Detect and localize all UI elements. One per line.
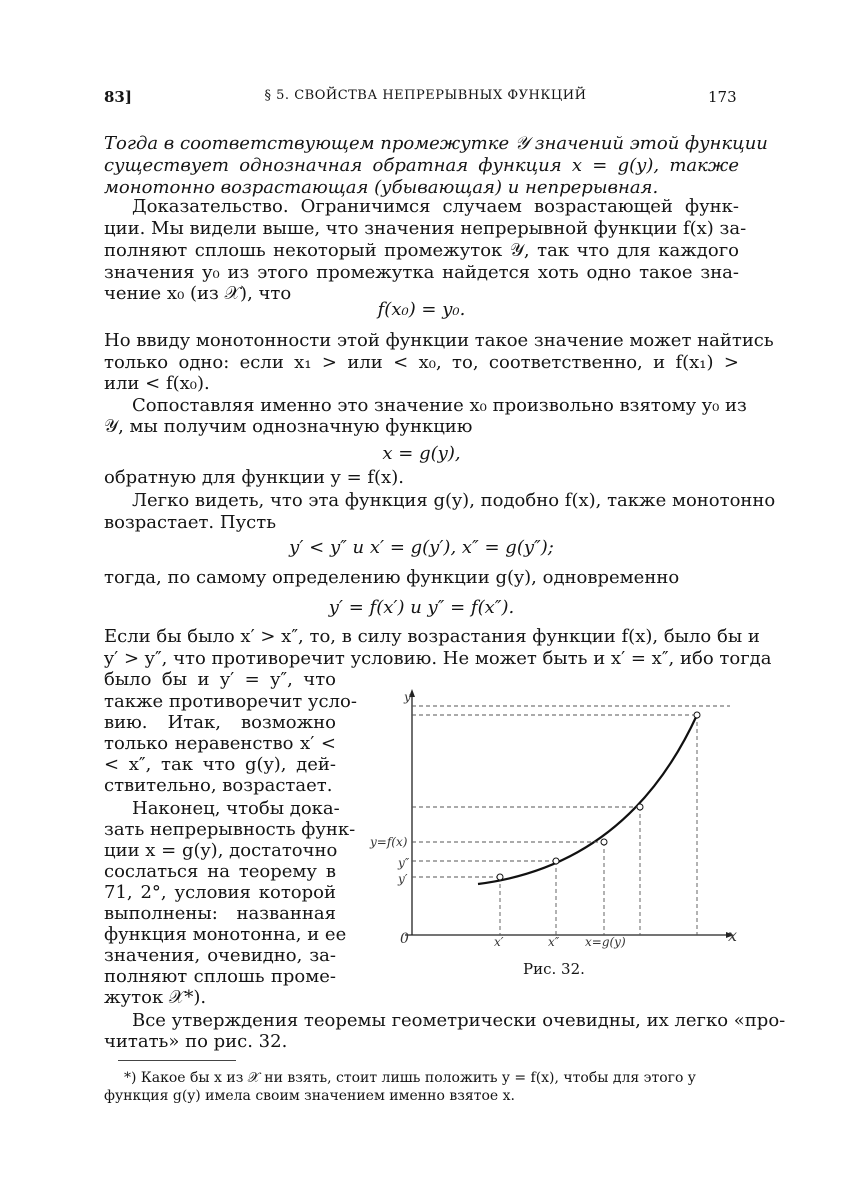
narrow-line-15: полняют сплошь проме-: [104, 966, 336, 987]
y-fx-label: y=f(x): [370, 835, 408, 849]
para5-line: тогда, по самому определению функции g(y), одновременно: [104, 567, 680, 588]
figure-32: [360, 685, 755, 950]
x-gy-label: x=g(y): [585, 935, 626, 949]
narrow-line-6: ствительно, возрастает.: [104, 775, 333, 796]
footnote-rule: [118, 1060, 236, 1061]
para4-line-2: возрастает. Пусть: [104, 512, 276, 533]
para4-line-1: Легко видеть, что эта функция g(y), подобно f(x), также монотонно: [132, 490, 776, 511]
narrow-line-7: Наконец, чтобы дока-: [132, 798, 340, 819]
x-prime-label: x′: [494, 935, 504, 949]
narrow-line-11: 71, 2°, условия которой: [104, 882, 336, 903]
para6-line-1: Если бы было x′ > x″, то, в силу возрастания функции f(x), было бы и: [104, 626, 760, 647]
narrow-line-1: было бы и y′ = y″, что: [104, 669, 336, 690]
narrow-line-16: жуток 𝒳*).: [104, 987, 207, 1008]
proof-line-4: значения y₀ из этого промежутка найдется хоть одно такое зна-: [104, 262, 739, 283]
figure-32-svg: [360, 685, 755, 950]
curve-f: [478, 715, 697, 884]
para2-line-3: или < f(x₀).: [104, 373, 210, 394]
footnote-line-1: *) Какое бы x из 𝒳 ни взять, стоит лишь положить y = f(x), чтобы для этого y: [124, 1070, 696, 1086]
narrow-line-10: сослаться на теорему в: [104, 861, 336, 882]
proof-line-3: полняют сплошь некоторый промежуток 𝒴, так что для каждого: [104, 240, 739, 261]
formula-3: y′ < y″ и x′ = g(y′), x″ = g(y″);: [289, 537, 554, 558]
narrow-line-12: выполнены: названная: [104, 903, 336, 924]
narrow-line-9: ции x = g(y), достаточно: [104, 840, 338, 861]
origin-label: 0: [400, 931, 409, 947]
section-number: 83]: [104, 88, 132, 106]
x-double-prime-label: x″: [548, 935, 560, 949]
proof-line-2: ции. Мы видели выше, что значения непрерывной функции f(x) за-: [104, 218, 747, 239]
figure-caption: Рис. 32.: [523, 960, 585, 978]
proof-line-1: Доказательство. Ограничимся случаем возрастающей функ-: [132, 196, 739, 217]
narrow-line-5: < x″, так что g(y), дей-: [104, 754, 336, 775]
final-line-2: читать» по рис. 32.: [104, 1031, 288, 1052]
x-axis-label: x: [728, 926, 738, 945]
y-double-prime-label: y″: [398, 856, 410, 870]
para3-line-2: 𝒴, мы получим однозначную функцию: [104, 416, 473, 437]
narrow-line-8: зать непрерывность функ-: [104, 819, 356, 840]
formula-1: f(x₀) = y₀.: [377, 299, 466, 320]
running-title: § 5. СВОЙСТВА НЕПРЕРЫВНЫХ ФУНКЦИЙ: [264, 88, 587, 103]
curve-points: [497, 712, 700, 880]
narrow-line-14: значения, очевидно, за-: [104, 945, 336, 966]
narrow-line-3: вию. Итак, возможно: [104, 712, 336, 733]
y-axis-label: y: [404, 690, 411, 704]
narrow-line-2: также противоречит усло-: [104, 691, 357, 712]
theorem-line-1: Тогда в соответствующем промежутке 𝒴 значений этой функции: [104, 133, 768, 154]
theorem-line-2: существует однозначная обратная функция x = g(y), также: [104, 155, 739, 176]
para3-line-3: обратную для функции y = f(x).: [104, 467, 404, 488]
page-number: 173: [708, 88, 737, 106]
guide-lines: [412, 715, 697, 935]
para3-line-1: Сопоставляя именно это значение x₀ произвольно взятому y₀ из: [132, 395, 747, 416]
proof-line-5: чение x₀ (из 𝒳), что: [104, 283, 292, 304]
para6-line-2: y′ > y″, что противоречит условию. Не может быть и x′ = x″, ибо тогда: [104, 648, 772, 669]
para2-line-1: Но ввиду монотонности этой функции такое значение может найтись: [104, 330, 774, 351]
y-prime-label: y′: [398, 872, 408, 886]
theorem-line-3: монотонно возрастающая (убывающая) и непрерывная.: [104, 177, 659, 198]
footnote-line-2: функция g(y) имела своим значением именно взятое x.: [104, 1088, 515, 1104]
narrow-line-13: функция монотонна, и ее: [104, 924, 347, 945]
final-line-1: Все утверждения теоремы геометрически очевидны, их легко «про-: [132, 1010, 786, 1031]
narrow-line-4: только неравенство x′ <: [104, 733, 336, 754]
para2-line-2: только одно: если x₁ > или < x₀, то, соответственно, и f(x₁) >: [104, 352, 739, 373]
formula-2: x = g(y),: [382, 443, 461, 464]
formula-4: y′ = f(x′) и y″ = f(x″).: [328, 597, 515, 618]
